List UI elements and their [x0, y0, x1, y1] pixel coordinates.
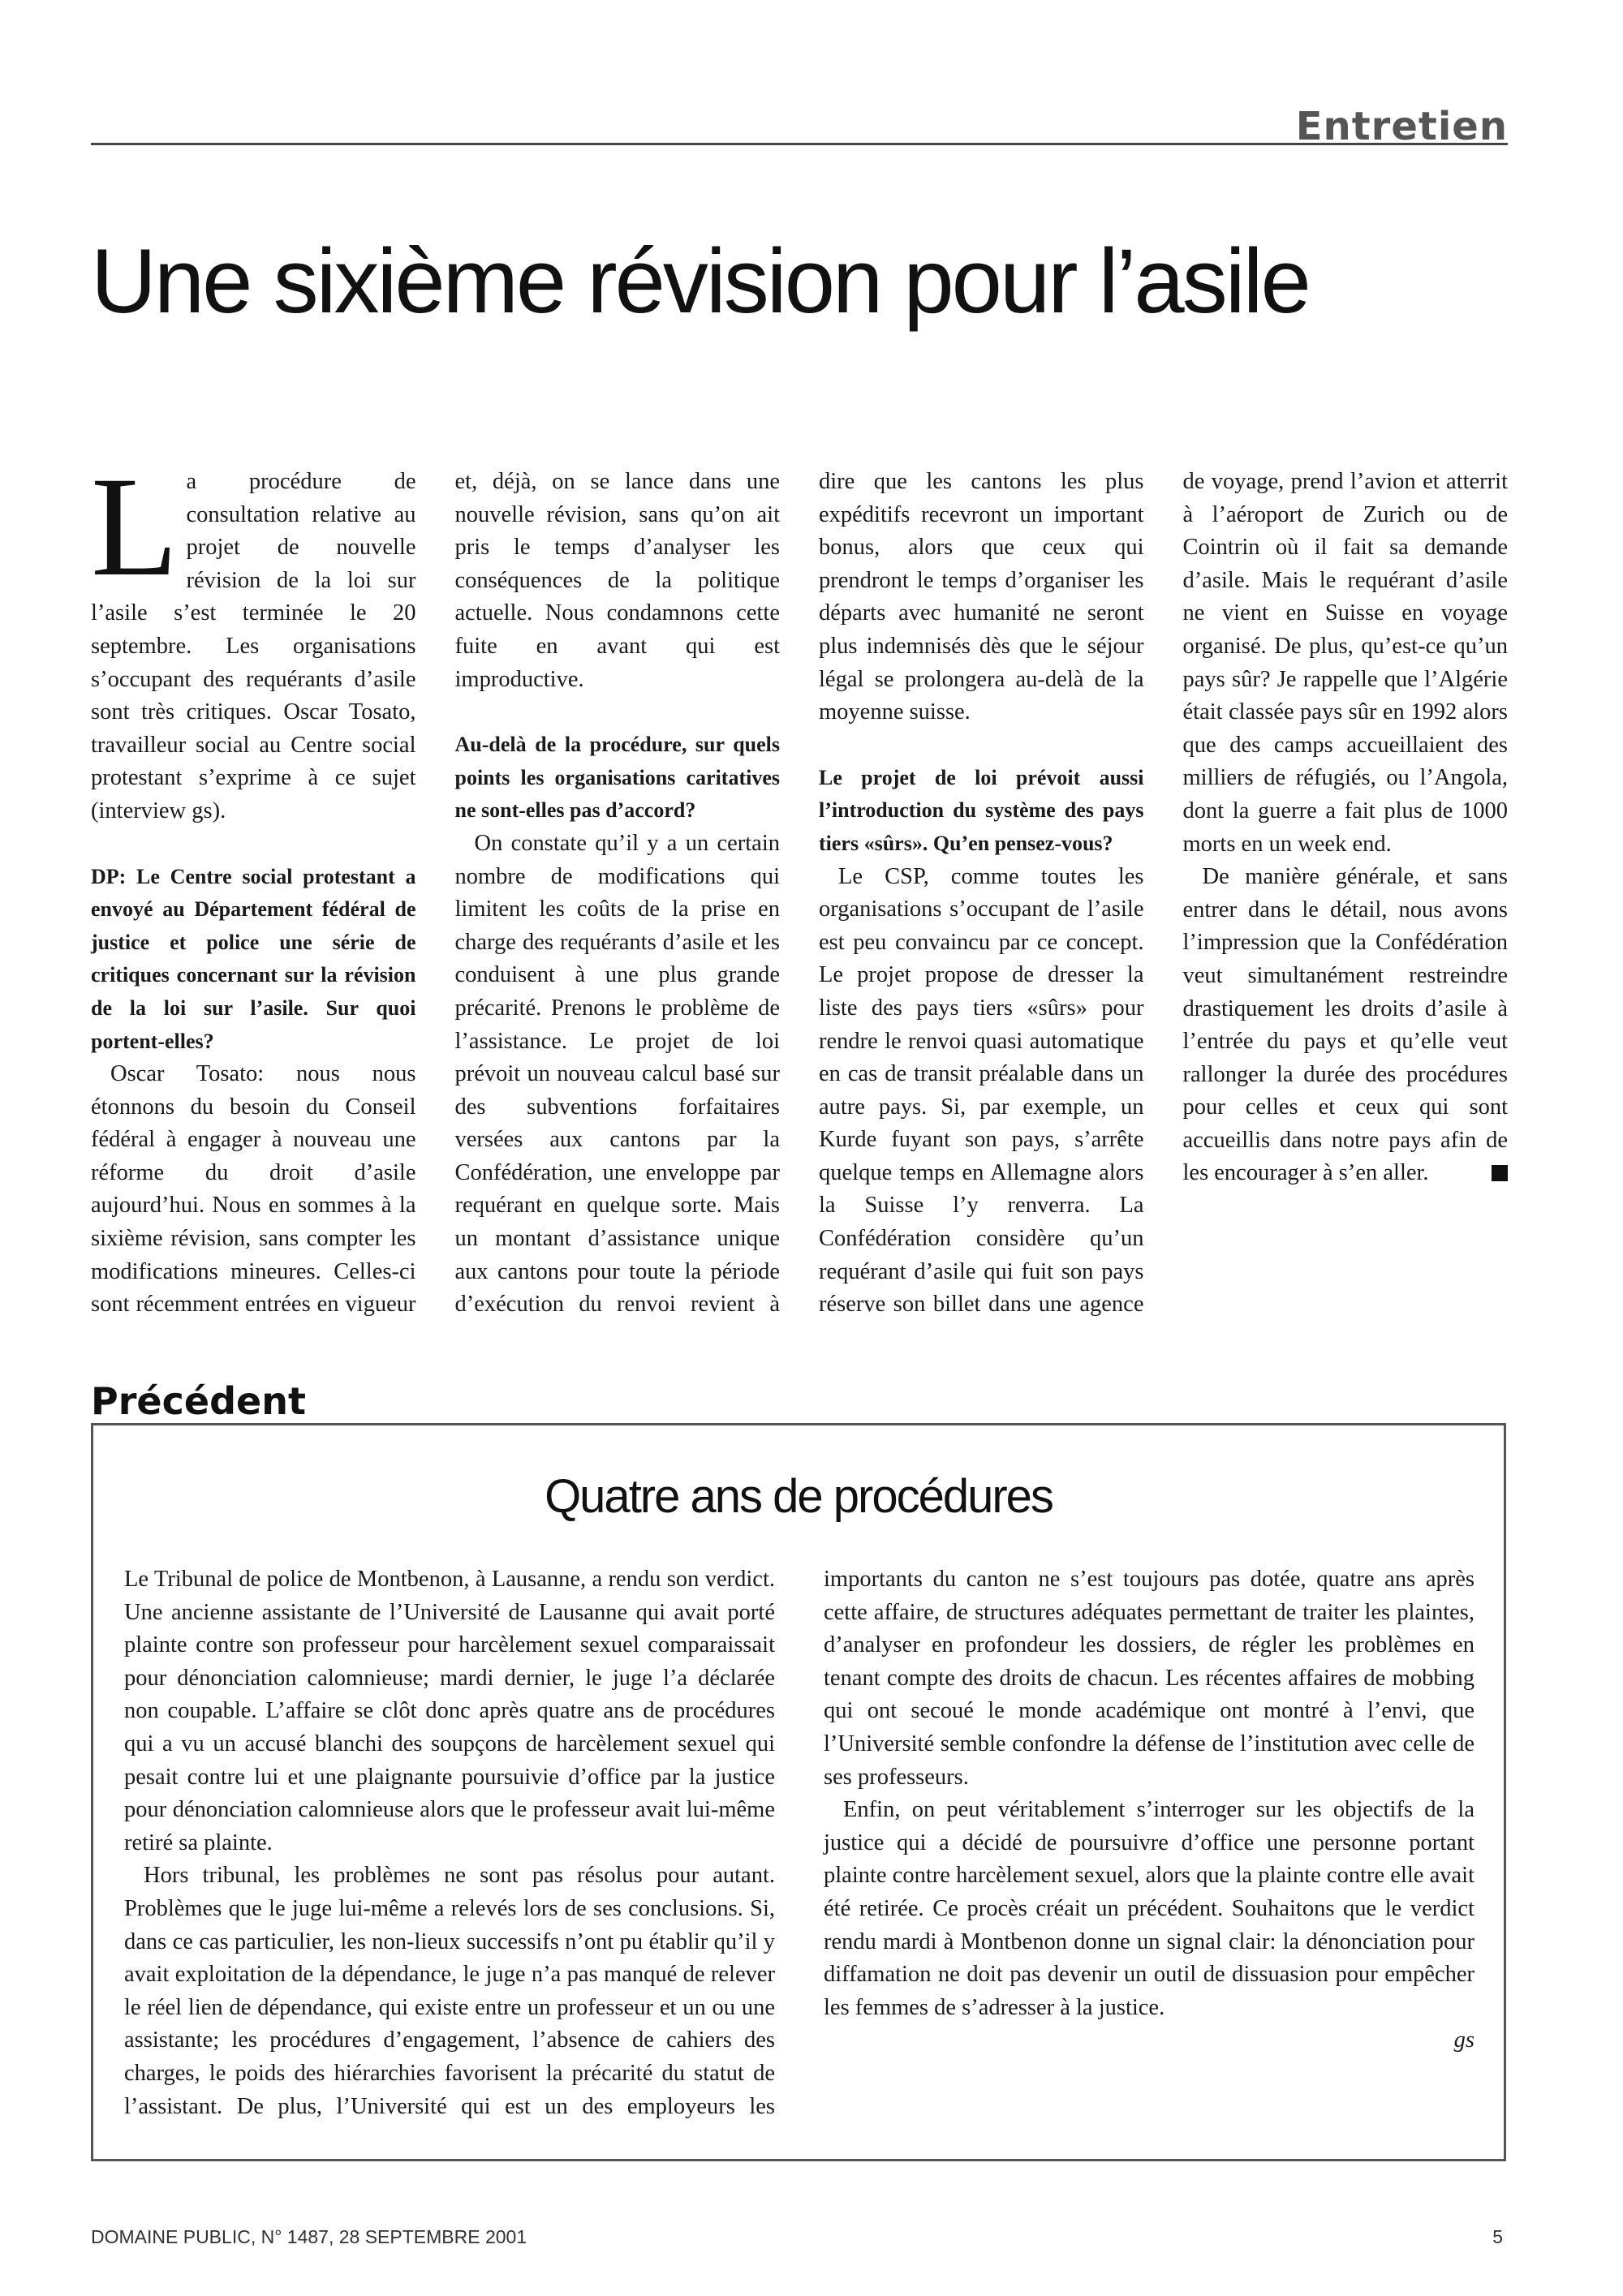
speaker-name: Oscar Tosato: [110, 1061, 265, 1087]
answer-4 [1183, 861, 1509, 1190]
question-3: Le projet de loi prévoit aussi l’introduction du système des pays tiers «sûrs». Qu’en pensez-vous? [819, 765, 1144, 855]
header-rule [91, 143, 1508, 145]
article-body [91, 448, 1508, 1326]
footer-publication: DOMAINE PUBLIC, N° 1487, 28 SEPTEMBRE 2001 [91, 2226, 527, 2247]
sidebar-signature: gs [1453, 2027, 1474, 2053]
sidebar-body [124, 1563, 1474, 2131]
article-intro [91, 448, 416, 828]
sidebar-paragraph-1: Le Tribunal de police de Montbenon, à Lausanne, a rendu son verdict. Une ancienne assistante de l’Université de Lausanne qui avait porté plainte contre son professeur pour harcèlement sexuel comparaissait pour dénonciation calomnieuse; mardi dernier, le juge l’a déclarée non coupable. L’affaire se clôt donc après quatre ans de procédures qui a vu un accusé blanchi des soupçons de harcèlement sexuel qui pesait contre lui et une plaignante poursuivie d’office par la justice pour dénonciation calomnieuse alors que le professeur avait lui-même retiré sa plainte. [124, 1567, 775, 1855]
section-label: Entretien [1295, 104, 1508, 149]
sidebar-paragraph-2: Hors tribunal, les problèmes ne sont pas résolus pour autant. Problèmes que le juge lui-même a relevés lors de ses conclusions. Si, dans ce cas particulier, les non-lieux successifs n’ont pu établir qu’il y avait exploitation de la dépendance, le juge n’a pas manqué de relever le réel lien de dépendance, qui existe entre un professeur et un ou une assistante; les procédures d’engagement, l’absence de cahiers des charges, le poids des hiérarchies favorisent la précarité du statut de l’assistant. De plus, l’Université qui est un des employeurs les importants du canton ne s’est toujours pas dotée, quatre ans après cette affaire, de structures adéquates permettant de traiter les plaintes, d’analyser en profondeur les dossiers, de régler les problèmes en tenant compte des droits de chacun. Les récentes affaires de mobbing qui ont secoué le monde académique ont montré à l’envi, que l’Université semble confondre la défense de l’institution avec celle de ses professeurs. [124, 1567, 1474, 2119]
question-1: DP: Le Centre social protestant a envoyé au Département fédéral de justice et police une série de critiques concernant sur la révision de la loi sur l’asile. Sur quoi portent-elles? [91, 864, 416, 1053]
end-of-article-mark [1492, 1165, 1508, 1181]
sidebar-title: Quatre ans de procédures [545, 1470, 1053, 1523]
answer-2: On constate qu’il y a un certain nombre de modifications qui limitent les coûts de la prise en charge des requérants d’asile et les conduisent à une plus grande précarité. Prenons le problème de l’assistance. Le projet de loi prévoit un nouveau calcul basé sur des subventions forfaitaires versées aux cantons par la Confédération, une enveloppe par requérant en quelque sorte. Mais un montant d’assistance unique aux cantons pour toute la période d’exécution du renvoi revient à dire que les cantons les plus expéditifs recevront un important bonus, alors que ceux qui prendront le temps d’organiser les départs avec humanité ne seront plus indemnisés dès que le séjour légal se prolongera au-delà de la moyenne suisse. [454, 469, 1144, 1318]
sidebar-box [91, 1423, 1506, 2161]
answer-1-text: nous nous étonnons du besoin du Conseil fédéral à engager à nouveau une réforme du droit d’asile aujourd’hui. Nous en sommes à la sixième révision, sans compter les modifications mineures. Celles-ci sont récemment entrées en vigueur et, déjà, on se lance dans une nouvelle révision, sans qu’on ait pris le temps d’analyser les conséquences de la politique actuelle. Nous condamnons cette fuite en avant qui est improductive. [91, 469, 780, 1318]
sidebar-label: Précédent [91, 1379, 306, 1423]
drop-cap: L [91, 448, 179, 606]
intro-text: a procédure de consultation relative au projet de nouvelle révision de la loi sur l’asile s’est terminée le 20 septembre. Les organisations s’occupant des requérants d’asile sont très critiques. Oscar Tosato, travailleur social au Centre social protestant s’exprime à ce sujet (interview gs). [91, 469, 416, 823]
page-number: 5 [1492, 2226, 1503, 2247]
sidebar-paragraph-3: Enfin, on peut véritablement s’interroger sur les objectifs de la justice qui a décidé de poursuivre d’office une personne portant plainte contre harcèlement sexuel, alors que la plainte contre elle avait été retirée. Ce procès créait un précédent. Souhaitons que le verdict rendu mardi à Montbenon donne un signal clair: la dénonciation pour diffamation ne doit pas devenir un outil de dissuasion pour empêcher les femmes de s’adresser à la justice. [824, 1797, 1474, 2020]
answer-4-text: De manière générale, et sans entrer dans le détail, nous avons l’impression que la Confédération veut simultanément restreindre drastiquement les droits d’asile à l’entrée du pays et qu’elle veut rallonger la durée des procédures pour celles et ceux qui sont accueillis dans notre pays afin de les encourager à s’en aller. [1182, 864, 1508, 1186]
question-2: Au-delà de la procédure, sur quels points les organisations caritatives ne sont-elles pas d’accord? [454, 733, 780, 823]
answer-3: Le CSP, comme toutes les organisations s’occupant de l’asile est peu convaincu par ce concept. Le projet propose de dresser la liste des pays tiers «sûrs» pour rendre le renvoi quasi automatique en cas de transit préalable dans un autre pays. Si, par exemple, un Kurde fuyant son pays, s’arrête quelque temps en Allemagne alors la Suisse l’y renverra. La Confédération considère qu’un requérant d’asile qui fuit son pays réserve son billet dans une agence de voyage, prend l’avion et atterrit à l’aéroport de Zurich ou de Cointrin où il fait sa demande d’asile. Mais le requérant d’asile ne vient en Suisse en voyage organisé. De plus, qu’est-ce qu’un pays sûr? Je rappelle que l’Algérie était classée pays sûr en 1992 alors que des camps accueillaient des milliers de réfugiés, ou l’Angola, dont la guerre a fait plus de 1000 morts en un week end. [819, 469, 1508, 1318]
article-title: Une sixième révision pour l’asile [91, 230, 1309, 332]
